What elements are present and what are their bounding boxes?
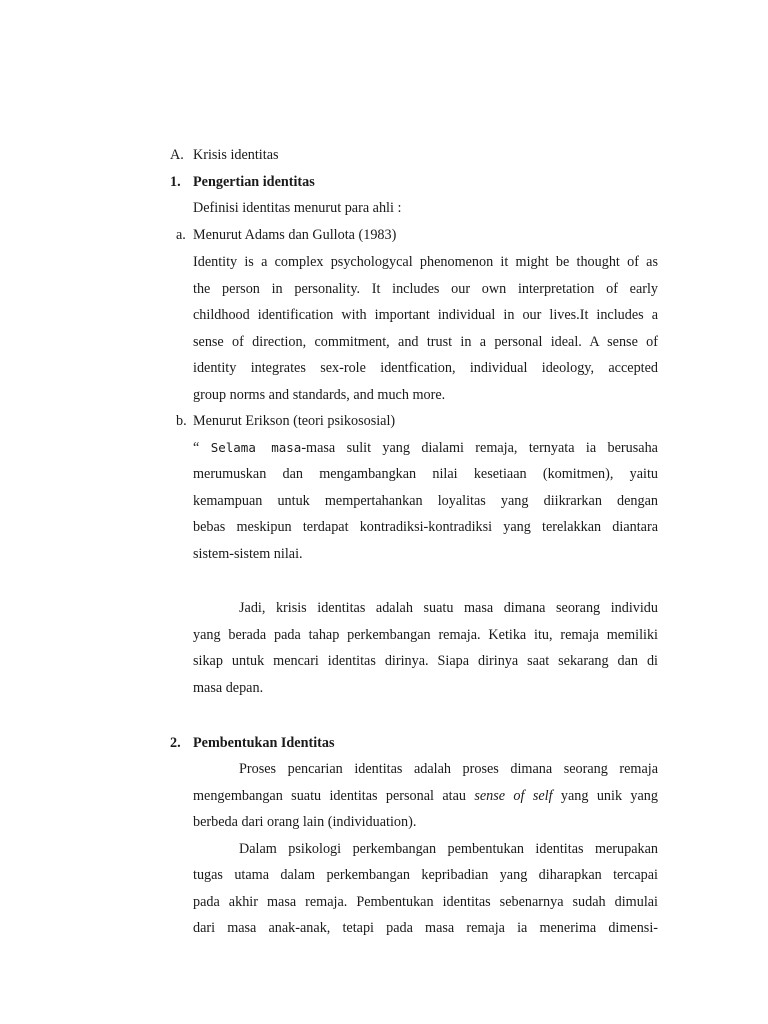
item-a-text-line: sense of direction, commitment, and trust in a personal ideal. A sense of [193, 334, 658, 350]
para2-line: pada akhir masa remaja. Pembentukan identitas sebenarnya sudah dimulai [193, 894, 658, 910]
conclusion-line: masa depan. [193, 680, 264, 696]
section-1-heading [170, 173, 315, 191]
section-1-title: Pengertian identitas [193, 174, 315, 190]
item-b-marker: b. [176, 413, 187, 429]
item-a-marker: a. [176, 227, 186, 243]
item-a-heading [176, 226, 396, 244]
open-quote: “ [193, 440, 211, 456]
para2-line: Dalam psikologi perkembangan pembentukan identitas merupakan [239, 841, 658, 857]
first-line-rest: -masa sulit yang dialami remaja, ternyata ia berusaha [301, 440, 658, 456]
para1-line: berbeda dari orang lain (individuation). [193, 814, 417, 830]
section-2-title: Pembentukan Identitas [193, 735, 335, 751]
para1-line: Proses pencarian identitas adalah proses dimana seorang remaja [239, 761, 658, 777]
para2-line: tugas utama dalam perkembangan kepribadian yang diharapkan tercapai [193, 867, 658, 883]
item-b-text-line: bebas meskipun terdapat kontradiksi-kontradiksi yang terelakkan diantara [193, 519, 658, 535]
conclusion-line: yang berada pada tahap perkembangan remaja. Ketika itu, remaja memiliki [193, 627, 658, 643]
item-a-text-line: identity integrates sex-role identfication, individual ideology, accepted [193, 360, 658, 376]
para1-line [193, 787, 658, 805]
conclusion-line: sikap untuk mencari identitas dirinya. Siapa dirinya saat sekarang dan di [193, 653, 658, 669]
item-a-text-line: group norms and standards, and much more. [193, 387, 446, 403]
item-a-title: Menurut Adams dan Gullota (1983) [193, 227, 397, 243]
section-2-marker: 2. [170, 735, 181, 751]
para1-line2-before: mengembangan suatu identitas personal atau [193, 788, 475, 804]
section-a-heading [170, 146, 279, 164]
item-a-text-line: Identity is a complex psychologycal phenomenon it might be thought of as [193, 254, 658, 270]
item-a-text-line: the person in personality. It includes our own interpretation of early [193, 281, 658, 297]
item-b-title: Menurut Erikson (teori psikososial) [193, 413, 396, 429]
item-b-text-line: sistem-sistem nilai. [193, 546, 303, 562]
item-a-text-line: childhood identification with important individual in our lives.It includes a [193, 307, 658, 323]
item-b-text-line: kemampuan untuk mempertahankan loyalitas yang diikrarkan dengan [193, 493, 658, 509]
definition-intro: Definisi identitas menurut para ahli : [193, 200, 402, 216]
section-2-heading [170, 734, 335, 752]
item-b-heading [176, 412, 395, 430]
item-b-text-line: merumuskan dan mengambangkan nilai kesetiaan (komitmen), yaitu [193, 466, 658, 482]
section-a-title: Krisis identitas [193, 147, 279, 163]
para1-line2-after: yang unik yang [552, 788, 658, 804]
para2-line: dari masa anak-anak, tetapi pada masa remaja ia menerima dimensi- [193, 920, 658, 936]
section-1-marker: 1. [170, 174, 181, 190]
section-a-marker: A. [170, 147, 184, 163]
item-b-text-line [193, 439, 658, 457]
conclusion-line: Jadi, krisis identitas adalah suatu masa dimana seorang individu [239, 600, 658, 616]
sense-of-self-term: sense of self [474, 788, 553, 804]
selama-masa-text: Selama masa [210, 440, 302, 455]
